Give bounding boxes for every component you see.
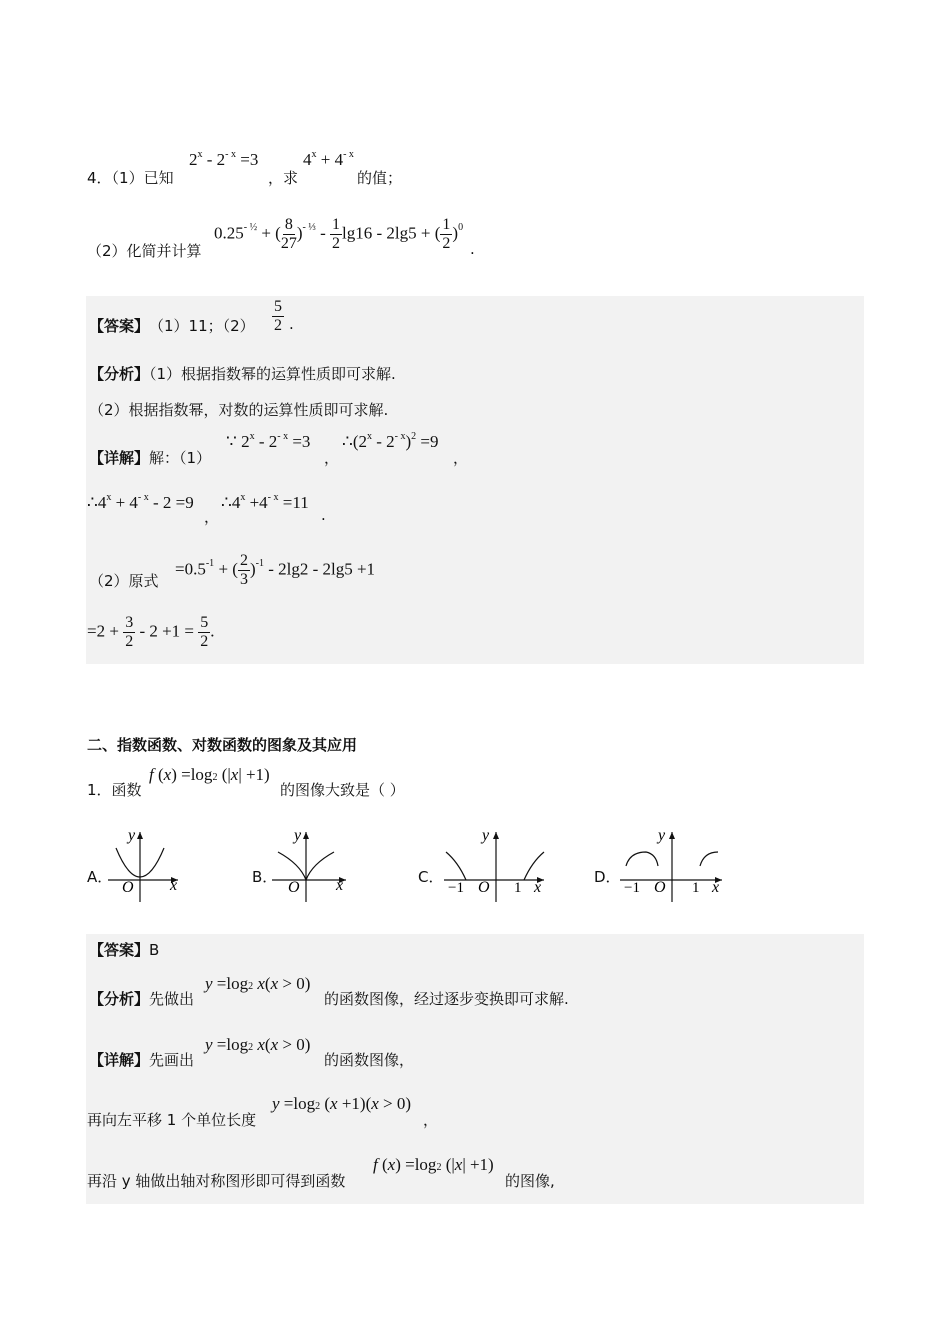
section2-q1-prefix: 1．函数 bbox=[87, 781, 142, 799]
y-label: y bbox=[294, 827, 302, 844]
section2-heading: 二、指数函数、对数函数的图象及其应用 bbox=[87, 736, 358, 754]
tick-label-1: 1 bbox=[514, 880, 522, 896]
tick-label-1: 1 bbox=[692, 880, 700, 896]
q4-line2-end: . bbox=[470, 240, 475, 258]
q4-target-expression: $4^x + 4^{- x}$ bbox=[303, 149, 354, 169]
option-b-graph[interactable] bbox=[272, 826, 352, 906]
answer1-value: B bbox=[149, 941, 160, 959]
option-b-label[interactable]: B． bbox=[252, 868, 278, 886]
detail1-pre: 先画出 bbox=[149, 1051, 195, 1069]
origin-label: O bbox=[654, 879, 666, 896]
q4-compute-expression: $0.25^{- \frac{1}{2}}$ + ( $\frac{8}{27}$ )$^{- \frac{1}{3}}$ - $\frac{1}{2}$ lg16 - 2lg5 + ( $\frac{1}{2}$ )$^0$ bbox=[214, 216, 464, 252]
detail1-sym-pre: 再沿 y 轴做出轴对称图形即可得到函数 bbox=[87, 1172, 346, 1190]
y-label: y bbox=[128, 827, 136, 844]
analysis4-line2: （2）根据指数幂，对数的运算性质即可求解. bbox=[89, 401, 389, 419]
q4-line1-suffix: ，求 bbox=[268, 169, 299, 187]
tick-label-neg1: −1 bbox=[448, 880, 464, 896]
answer4-frac-den: 2 bbox=[274, 317, 282, 334]
left-curve bbox=[626, 852, 658, 866]
section2-q1-function: f (x) =log2 (|x| +1) bbox=[149, 765, 270, 784]
y-axis-arrow-icon bbox=[493, 832, 499, 839]
option-a-graph[interactable] bbox=[108, 826, 188, 906]
option-c-graph[interactable] bbox=[440, 826, 550, 906]
detail1-post: 的函数图像， bbox=[324, 1051, 415, 1069]
right-curve bbox=[700, 852, 718, 866]
detail4-step4: $\therefore 4^x +4^{- x} =11$ bbox=[221, 492, 309, 512]
detail4-step6: =2 + $\frac{3}{2}$ - 2 +1 = $\frac{5}{2}$ . bbox=[87, 614, 215, 650]
detail4-text1: 解：（1） bbox=[149, 449, 212, 467]
origin-label: O bbox=[122, 879, 134, 896]
q4-line1-end: 的值； bbox=[357, 169, 403, 187]
analysis1-function: y =log2 x(x > 0) bbox=[205, 974, 311, 993]
answer4-end: . bbox=[289, 315, 294, 333]
origin-label: O bbox=[288, 879, 300, 896]
detail1-shift-pre: 再向左平移 1 个单位长度 bbox=[87, 1111, 257, 1129]
detail1-shift-function: y =log2 (x +1)(x > 0) bbox=[272, 1094, 412, 1113]
left-curve bbox=[446, 852, 466, 880]
answer1-label: 【答案】 bbox=[89, 941, 150, 959]
detail4-step1: ∵ $2^x - 2^{- x} =3$ bbox=[226, 431, 311, 451]
x-label: x bbox=[170, 877, 178, 894]
detail1-sym-function: f (x) =log2 (|x| +1) bbox=[373, 1155, 494, 1174]
answer4-label: 【答案】 bbox=[89, 317, 150, 335]
option-c-label[interactable]: C． bbox=[418, 868, 444, 886]
detail1-shift-post: ， bbox=[423, 1111, 439, 1129]
x-label: x bbox=[336, 877, 344, 894]
answer-box-q4 bbox=[86, 296, 864, 664]
detail4-label: 【详解】 bbox=[89, 449, 150, 467]
option-d-label[interactable]: D． bbox=[594, 868, 621, 886]
x-label: x bbox=[534, 879, 542, 896]
answer1-line bbox=[89, 939, 159, 960]
q4-line2-prefix: （2）化简并计算 bbox=[87, 242, 202, 260]
detail4-line3-end: . bbox=[321, 506, 326, 524]
y-axis-arrow-icon bbox=[137, 832, 143, 839]
q4-given-equation: $2^x - 2^{- x} =3$ bbox=[189, 149, 259, 169]
origin-label: O bbox=[478, 879, 490, 896]
detail4-sep2: ， bbox=[453, 449, 469, 467]
detail4-step5: $=0.5^{-1}$ + ( $\frac{2}{3}$ )$^{-1}$ - 2lg2 - 2lg5 +1 bbox=[175, 552, 376, 588]
detail4-line4-prefix: （2）原式 bbox=[89, 572, 159, 590]
y-label: y bbox=[482, 827, 490, 844]
option-a-label[interactable]: A． bbox=[87, 868, 113, 886]
answer4-text: （1）11；（2） bbox=[149, 317, 255, 335]
y-label: y bbox=[658, 827, 666, 844]
answer4-fraction bbox=[272, 298, 284, 335]
detail1-function: y =log2 x(x > 0) bbox=[205, 1035, 311, 1054]
analysis4-label: 【分析】 bbox=[89, 365, 150, 383]
right-curve bbox=[524, 852, 544, 880]
analysis4-text1: （1）根据指数幂的运算性质即可求解. bbox=[149, 365, 396, 383]
analysis1-post: 的函数图像，经过逐步变换即可求解. bbox=[324, 990, 569, 1008]
detail4-line5-end: . bbox=[210, 621, 215, 641]
analysis1-label: 【分析】 bbox=[89, 990, 150, 1008]
y-axis-arrow-icon bbox=[303, 832, 309, 839]
answer4-frac-num: 5 bbox=[274, 298, 282, 315]
detail1-label: 【详解】 bbox=[89, 1051, 150, 1069]
detail4-sep1: ， bbox=[324, 449, 340, 467]
detail4-step3: $\therefore 4^x + 4^{- x} - 2 =9$ bbox=[87, 492, 194, 512]
analysis1-pre: 先做出 bbox=[149, 990, 195, 1008]
analysis4-line1 bbox=[89, 363, 396, 384]
detail4-sep3: ， bbox=[204, 508, 220, 526]
x-label: x bbox=[712, 879, 720, 896]
y-axis-arrow-icon bbox=[669, 832, 675, 839]
section2-q1-suffix: 的图像大致是（ ） bbox=[280, 781, 405, 799]
option-d-graph[interactable] bbox=[616, 826, 728, 906]
q4-line1-prefix: 4．（1）已知 bbox=[87, 169, 174, 187]
detail1-sym-post: 的图像, bbox=[505, 1172, 555, 1190]
tick-label-neg1: −1 bbox=[624, 880, 640, 896]
detail4-step2: ∴(2$^x$ - $2^{- x})^2 =9$ bbox=[342, 431, 439, 451]
